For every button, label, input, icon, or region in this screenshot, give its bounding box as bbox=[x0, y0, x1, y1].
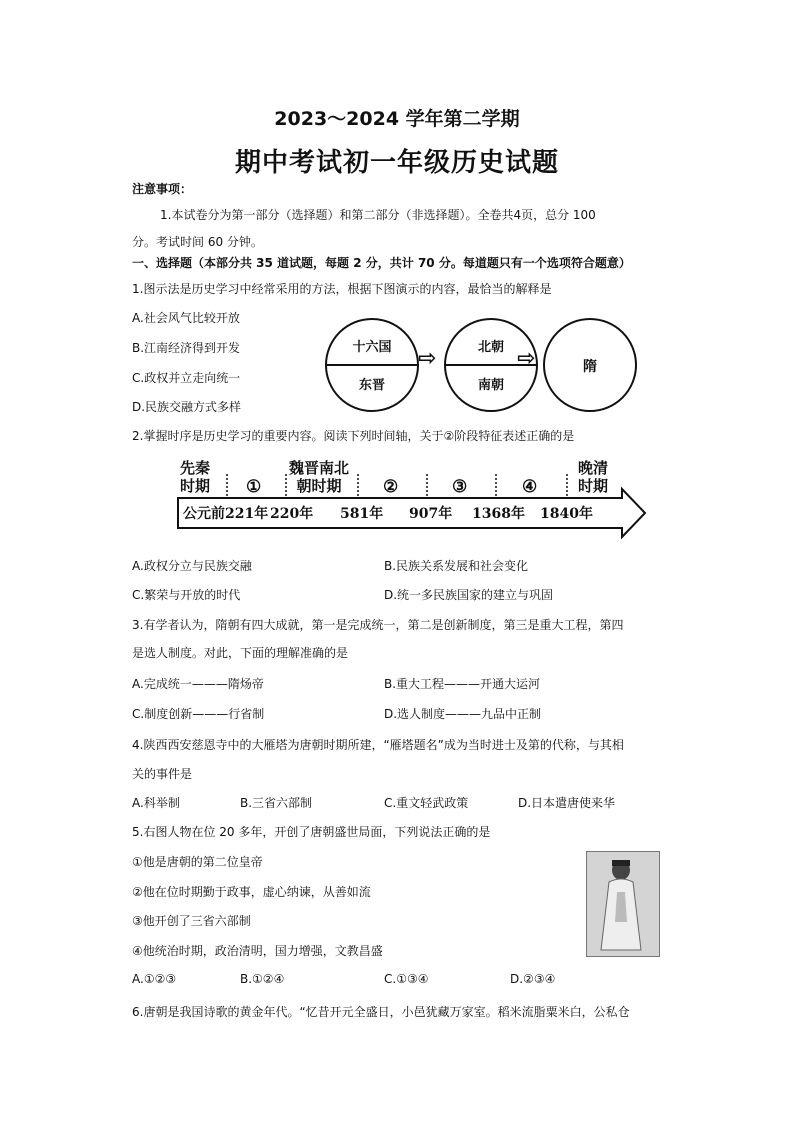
arrow-right-icon: ⇨ bbox=[517, 346, 536, 371]
q5-item-3: ③他开创了三省六部制 bbox=[132, 914, 251, 928]
notice-line-1: 1.本试卷分为第一部分（选择题）和第二部分（非选择题）。全卷共4页，总分 100 bbox=[160, 208, 596, 222]
timeline-label-late-qing bbox=[578, 459, 608, 495]
timeline-stage-2: ② bbox=[383, 477, 399, 497]
q3-option-b: B.重大工程———开通大运河 bbox=[384, 677, 541, 691]
q2-option-b: B.民族关系发展和社会变化 bbox=[384, 559, 529, 573]
q1-option-d: D.民族交融方式多样 bbox=[132, 400, 242, 414]
q1-option-a: A.社会风气比较开放 bbox=[132, 311, 240, 325]
exam-title: 期中考试初一年级历史试题 bbox=[234, 148, 559, 178]
timeline-year: 581年 bbox=[340, 506, 384, 522]
circle-3-label: 隋 bbox=[583, 359, 597, 375]
label-line: 朝时期 bbox=[296, 477, 342, 495]
arrow-right-icon: ⇨ bbox=[418, 346, 437, 371]
q3-stem-1: 3.有学者认为，隋朝有四大成就，第一是完成统一，第二是创新制度，第三是重大工程，第四 bbox=[132, 618, 624, 632]
timeline-year: 220年 bbox=[270, 506, 314, 522]
q2-option-c: C.繁荣与开放的时代 bbox=[132, 588, 241, 602]
circle-1-divider bbox=[327, 364, 417, 366]
q4-option-c: C.重文轻武政策 bbox=[384, 796, 469, 810]
q2-stem: 2.掌握时序是历史学习的重要内容。阅读下列时间轴，关于②阶段特征表述正确的是 bbox=[132, 429, 575, 443]
timeline-stage-3: ③ bbox=[452, 477, 468, 497]
q4-stem-2: 关的事件是 bbox=[132, 767, 193, 781]
label-line: 时期 bbox=[578, 477, 609, 495]
q3-option-d: D.选人制度———九品中正制 bbox=[384, 707, 542, 721]
q5-option-a: A.①②③ bbox=[132, 972, 177, 986]
timeline-label-pre-qin bbox=[180, 459, 210, 495]
label-line: 时期 bbox=[180, 477, 211, 495]
circle-sui bbox=[543, 318, 637, 412]
q3-option-a: A.完成统一———隋炀帝 bbox=[132, 677, 264, 691]
q3-option-c: C.制度创新———行省制 bbox=[132, 707, 265, 721]
circle-2-bottom: 南朝 bbox=[477, 378, 504, 393]
exam-semester: 2023～2024 学年第二学期 bbox=[274, 108, 520, 130]
circle-north-south-1 bbox=[325, 318, 419, 412]
q5-item-1: ①他是唐朝的第二位皇帝 bbox=[132, 855, 263, 869]
q5-option-d: D.②③④ bbox=[510, 972, 556, 986]
q2-option-d: D.统一多民族国家的建立与巩固 bbox=[384, 588, 554, 602]
timeline-year: 907年 bbox=[409, 506, 453, 522]
q1-option-c: C.政权并立走向统一 bbox=[132, 371, 241, 385]
label-line: 晚清 bbox=[578, 459, 609, 477]
timeline-year: 1368年 bbox=[472, 506, 525, 522]
q4-option-d: D.日本遣唐使来华 bbox=[518, 796, 616, 810]
q5-option-b: B.①②④ bbox=[240, 972, 285, 986]
q1-stem: 1.图示法是历史学习中经常采用的方法，根据下图演示的内容，最恰当的解释是 bbox=[132, 282, 552, 296]
timeline-stage-4: ④ bbox=[522, 477, 538, 497]
label-line: 先秦 bbox=[180, 459, 211, 477]
q4-stem-1: 4.陕西西安慈恩寺中的大雁塔为唐朝时期所建，“雁塔题名”成为当时进士及第的代称，与其相 bbox=[132, 738, 624, 752]
notice-line-2: 分。考试时间 60 分钟。 bbox=[132, 235, 263, 249]
label-line: 魏晋南北 bbox=[289, 459, 350, 477]
q5-item-4: ④他统治时期，政治清明，国力增强，文教昌盛 bbox=[132, 944, 383, 958]
timeline-label-wei-jin bbox=[289, 459, 349, 495]
q5-stem: 5.右图人物在位 20 多年，开创了唐朝盛世局面，下列说法正确的是 bbox=[132, 825, 491, 839]
circle-2-top: 北朝 bbox=[477, 340, 504, 355]
circle-1-bottom: 东晋 bbox=[358, 378, 385, 393]
q2-option-a: A.政权分立与民族交融 bbox=[132, 559, 252, 573]
q5-option-c: C.①③④ bbox=[384, 972, 429, 986]
section-heading: 一、选择题（本部分共 35 道试题，每题 2 分，共计 70 分。每道题只有一个选项符合题意） bbox=[132, 256, 631, 270]
q5-item-2: ②他在位时期勤于政事，虚心纳谏，从善如流 bbox=[132, 885, 371, 899]
timeline-stage-1: ① bbox=[246, 477, 262, 497]
q4-option-b: B.三省六部制 bbox=[240, 796, 313, 810]
timeline-year: 公元前221年 bbox=[183, 506, 269, 522]
circle-1-top: 十六国 bbox=[352, 340, 392, 355]
timeline-year: 1840年 bbox=[540, 506, 593, 522]
portrait-figure-icon bbox=[587, 852, 659, 956]
notice-heading: 注意事项： bbox=[132, 182, 193, 196]
q1-option-b: B.江南经济得到开发 bbox=[132, 341, 241, 355]
q6-stem: 6.唐朝是我国诗歌的黄金年代。“忆昔开元全盛日，小邑犹藏万家室。稻米流脂粟米白，公私仓 bbox=[132, 1005, 630, 1019]
q3-stem-2: 是选人制度。对此，下面的理解准确的是 bbox=[132, 646, 349, 660]
q4-option-a: A.科举制 bbox=[132, 796, 180, 810]
emperor-portrait-image bbox=[586, 851, 660, 957]
